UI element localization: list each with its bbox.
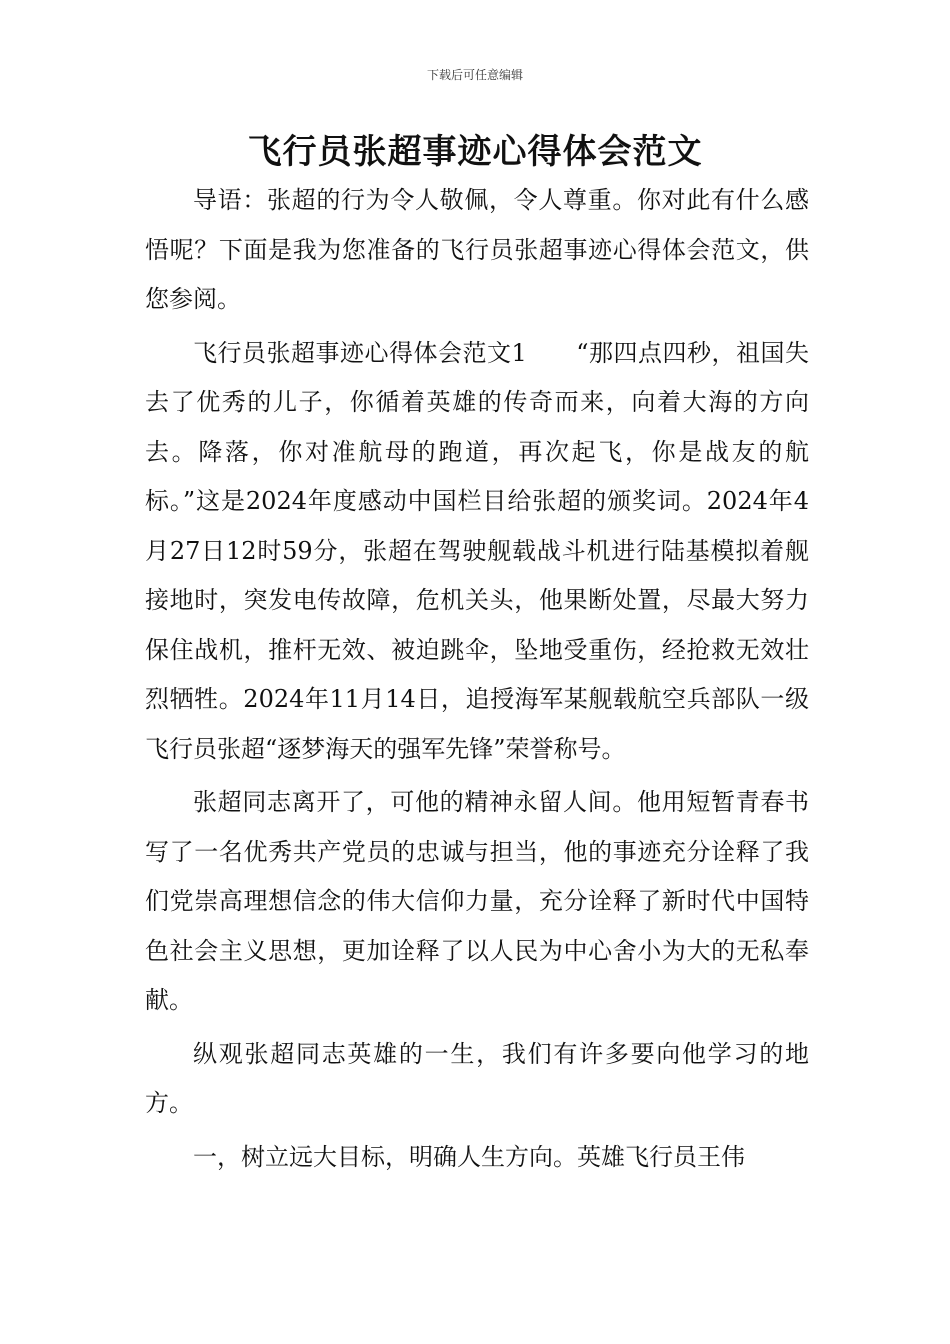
paragraph-essay-1: 飞行员张超事迹心得体会范文1 “那四点四秒，祖国失去了优秀的儿子，你循着英雄的传奇而来，向着大海的方向去。降落，你对准航母的跑道，再次起飞，你是战友的航标。”这是2024年度感动中国栏目给张超的颁奖词。2024年4月27日12时59分，张超在驾驶舰载战斗机进行陆基模拟着舰接地时，突发电传故障，危机关头，他果断处置，尽最大努力保住战机，推杆无效、被迫跳伞，坠地受重伤，经抢救无效壮烈牺牲。2024年11月14日，追授海军某舰载航空兵部队一级飞行员张超“逐梦海天的强军先锋”荣誉称号。 xyxy=(145,338,809,763)
paragraph-point-1: 一，树立远大目标，明确人生方向。英雄飞行员王伟 xyxy=(193,1142,745,1171)
page-header-note: 下载后可任意编辑 xyxy=(426,68,523,82)
document-title: 飞行员张超事迹心得体会范文 xyxy=(247,132,703,172)
paragraph-spirit: 张超同志离开了，可他的精神永留人间。他用短暂青春书写了一名优秀共产党员的忠诚与担当，他的事迹充分诠释了我们党崇高理想信念的伟大信仰力量，充分诠释了新时代中国特色社会主义思想，更加诠释了以人民为中心舍小为大的无私奉献。 xyxy=(145,788,809,1014)
document-body xyxy=(145,176,809,1186)
paragraph-learn: 纵观张超同志英雄的一生，我们有许多要向他学习的地方。 xyxy=(145,1039,809,1117)
paragraph-intro: 导语：张超的行为令人敬佩，令人尊重。你对此有什么感悟呢？下面是我为您准备的飞行员张超事迹心得体会范文，供您参阅。 xyxy=(145,186,809,313)
